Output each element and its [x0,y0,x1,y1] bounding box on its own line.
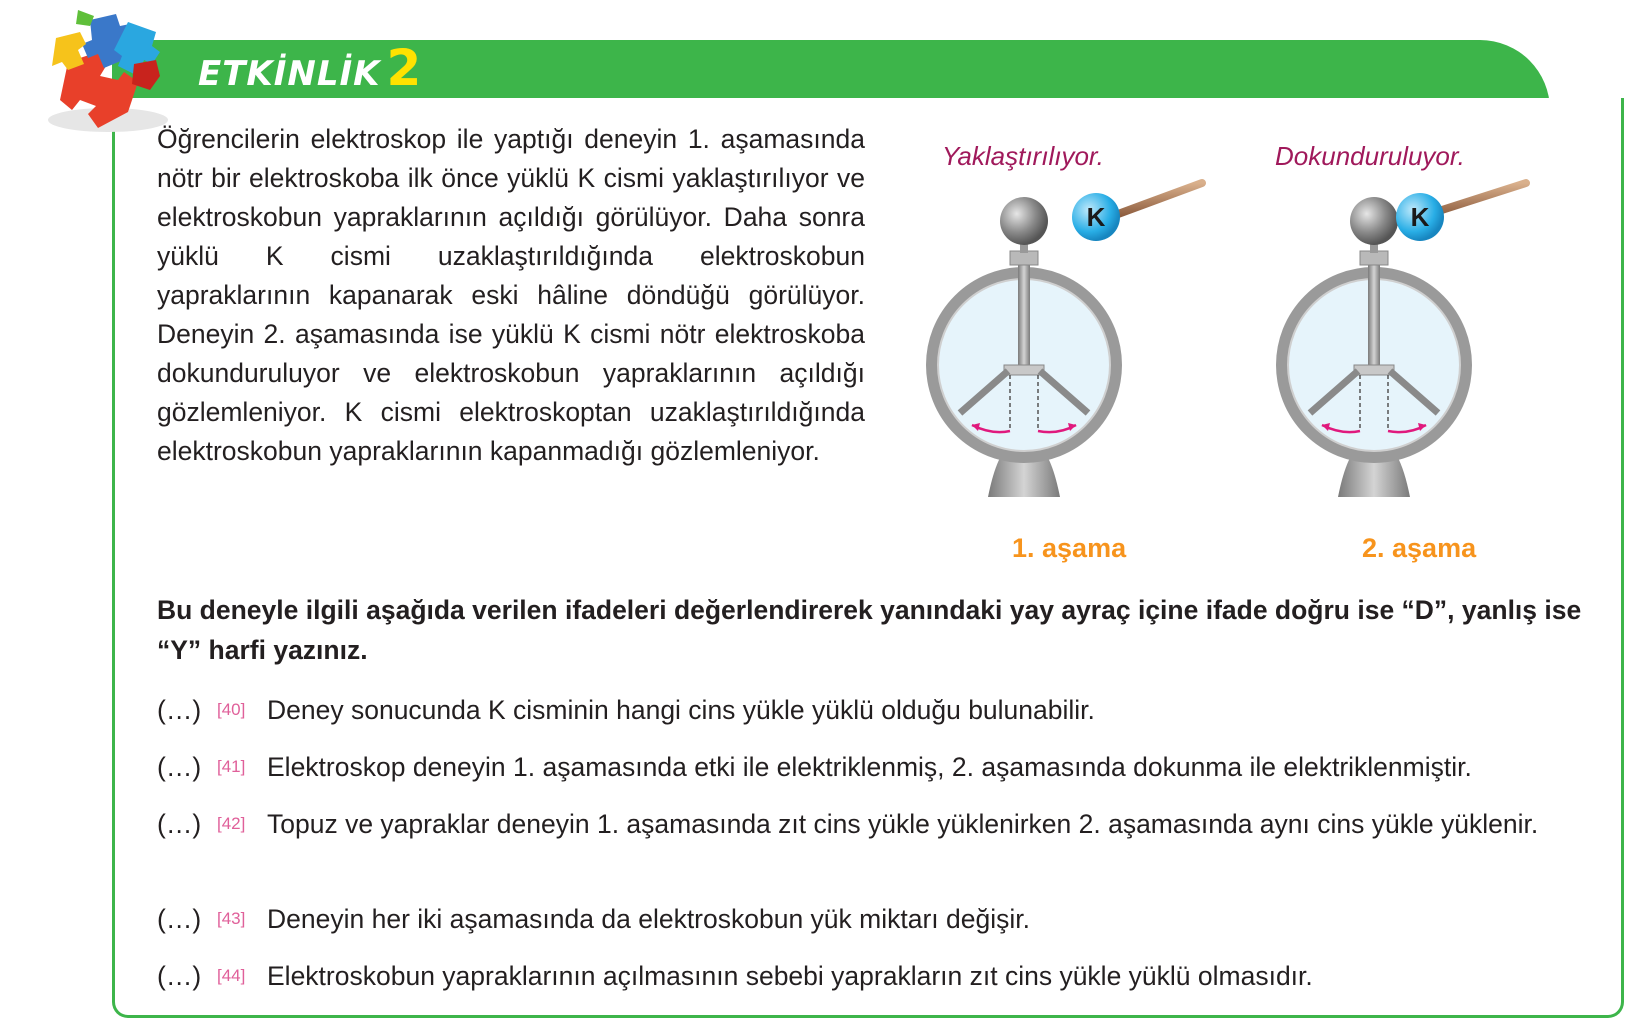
stage1-electroscope [932,183,1202,497]
electroscope-figure [920,135,1610,575]
item-text: Deneyin her iki aşamasında da elektroskobun yük miktarı değişir. [267,904,1030,934]
stage2-caption: Dokunduruluyor. [1275,141,1465,171]
stage2-label: 2. aşama [1362,533,1477,563]
stage1-k-label: K [1086,202,1106,232]
item-text: Topuz ve yapraklar deneyin 1. aşamasında zıt cins yükle yüklenirken 2. aşamasında aynı cins yükle yüklenir. [267,809,1539,839]
answer-blank[interactable]: (…) [157,695,202,725]
item-number: [43] [217,909,246,928]
answer-blank[interactable]: (…) [157,904,202,934]
answer-blank[interactable]: (…) [157,809,202,839]
stage2-k-label: K [1410,202,1430,232]
question-instruction: Bu deneyle ilgili aşağıda verilen ifadeleri değerlendirerek yanındaki yay ayraç içine ifade doğru ise “D”, yanlış ise “Y” harfi yazınız. [157,595,1582,665]
electroscope-drawings [920,175,1610,505]
item-number: [44] [217,966,246,985]
item-text: Deney sonucunda K cisminin hangi cins yükle yüklü olduğu bulunabilir. [267,695,1095,725]
activity-title-number: 2 [386,39,422,97]
activity-title [198,39,422,98]
stage1-label: 1. aşama [1012,533,1127,563]
item-number: [40] [217,700,246,719]
answer-blank[interactable]: (…) [157,752,202,782]
answer-blank[interactable]: (…) [157,961,202,991]
puzzle-icon [38,2,178,137]
item-text: Elektroskobun yapraklarının açılmasının sebebi yaprakların zıt cins yükle yüklü olmasıdır. [267,961,1313,991]
item-number: [41] [217,757,246,776]
stage1-caption: Yaklaştırılıyor. [942,141,1104,171]
activity-title-word: ETKİNLİK [198,54,381,94]
item-text: Elektroskop deneyin 1. aşamasında etki ile elektriklenmiş, 2. aşamasında dokunma ile elektriklenmiştir. [267,752,1472,782]
stage2-electroscope [1282,183,1526,497]
intro-paragraph: Öğrencilerin elektroskop ile yaptığı deneyin 1. aşamasında nötr bir elektroskoba ilk önce yüklü K cismi yaklaştırılıyor ve elektroskobun yapraklarının açıldığı görülüyor. Daha sonra yüklü K cismi uzaklaştırıldığında elektroskobun yapraklarının kapanarak eski hâline döndüğü görülüyor. Deneyin 2. aşamasında ise yüklü K cismi nötr elektroskoba dokunduruluyor ve elektroskobun yapraklarının açıldığı gözlemleniyor. K cismi elektroskoptan uzaklaştırıldığında elektroskobun yapraklarının kapanmadığı gözlemleniyor. [157,124,865,466]
item-number: [42] [217,814,246,833]
